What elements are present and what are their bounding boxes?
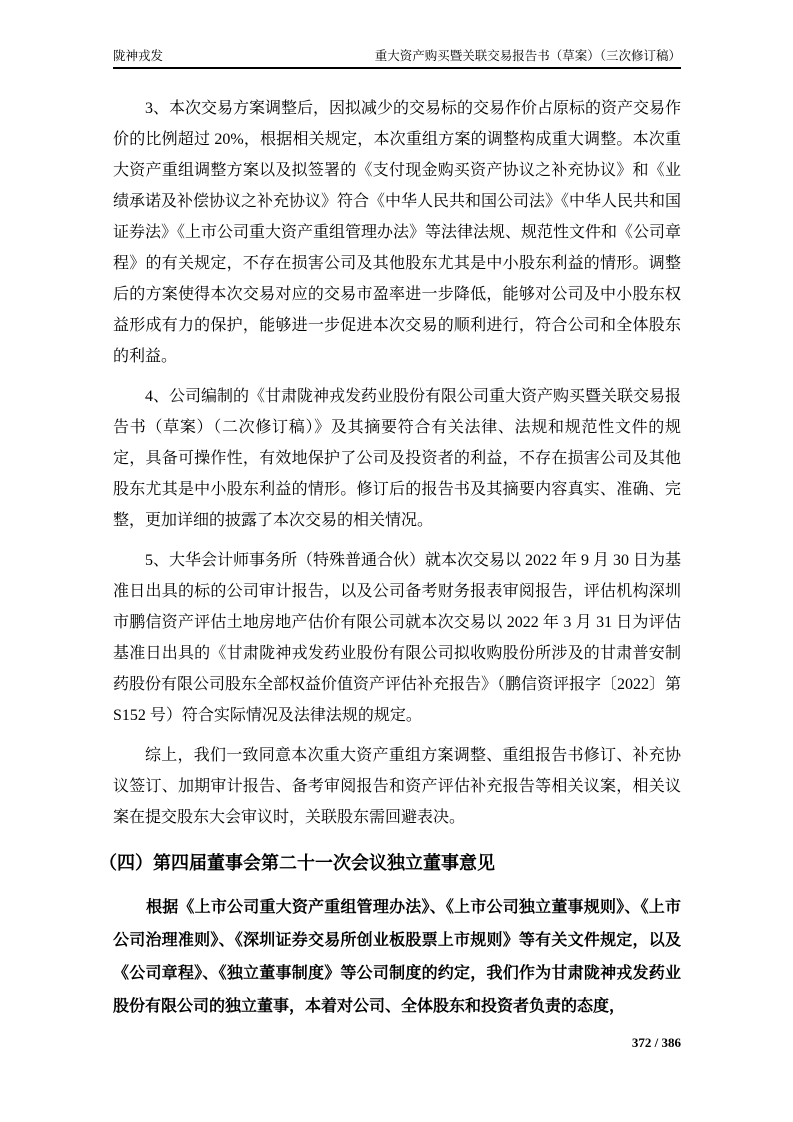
independent-directors-opinion-paragraph: 根据《上市公司重大资产重组管理办法》、《上市公司独立董事规则》、《上市公司治理准则》、《深圳证券交易所创业板股票上市规则》等有关文件规定，以及《公司章程》、《独立董事制度》等公司制度的约定，我们作为甘肃陇神戎发药业股份有限公司的独立董事，本着对公司、全体股东和投资者负责的态度， <box>113 899 681 1015</box>
section-heading: （四）第四届董事会第二十一次会议独立董事意见 <box>99 853 495 873</box>
header-doc-title: 重大资产购买暨关联交易报告书（草案）（三次修订稿） <box>374 49 681 63</box>
page-footer <box>632 1035 681 1050</box>
paragraph-item-3: 3、本次交易方案调整后，因拟减少的交易标的交易作价占原标的资产交易作价的比例超过 20%，根据相关规定，本次重组方案的调整构成重大调整。本次重大资产重组调整方案以及拟签署的《支付现金购买资产协议之补充协议》和《业绩承诺及补偿协议之补充协议》符合《中华人民共和国公司法》《中华人民共和国证券法》《上市公司重大资产重组管理办法》等法律法规、规范性文件和《公司章程》的有关规定，不存在损害公司及其他股东尤其是中小股东利益的情形。调整后的方案使得本次交易对应的交易市盈率进一步降低，能够对公司及中小股东权益形成有力的保护，能够进一步促进本次交易的顺利进行，符合公司和全体股东的利益。 <box>113 100 682 365</box>
paragraph-summary: 综上，我们一致同意本次重大资产重组方案调整、重组报告书修订、补充协议签订、加期审计报告、备考审阅报告和资产评估补充报告等相关议案，相关议案在提交股东大会审议时，关联股东需回避表决。 <box>113 747 681 826</box>
page-header <box>113 48 681 69</box>
paragraph-item-4: 4、公司编制的《甘肃陇神戎发药业股份有限公司重大资产购买暨关联交易报告书（草案）（二次修订稿）》及其摘要符合有关法律、法规和规范性文件的规定，具备可操作性，有效地保护了公司及投资者的利益，不存在损害公司及其他股东尤其是中小股东利益的情形。修订后的报告书及其摘要内容真实、准确、完整，更加详细的披露了本次交易的相关情况。 <box>113 388 682 529</box>
page-number: 372 / 386 <box>631 1035 681 1050</box>
paragraph-item-5: 5、大华会计师事务所（特殊普通合伙）就本次交易以 2022 年 9 月 30 日为基准日出具的标的公司审计报告，以及公司备考财务报表审阅报告，评估机构深圳市鹏信资产评估土地房地产估价有限公司就本次交易以 2022 年 3 月 31 日为评估基准日出具的《甘肃陇神戎发药业股份有限公司拟收购股份所涉及的甘肃普安制药股份有限公司股东全部权益价值资产评估补充报告》（鹏信资评报字〔2022〕第 S152 号）符合实际情况及法律法规的规定。 <box>113 552 682 724</box>
document-content <box>99 93 682 1023</box>
header-company-name: 陇神戎发 <box>113 49 164 63</box>
